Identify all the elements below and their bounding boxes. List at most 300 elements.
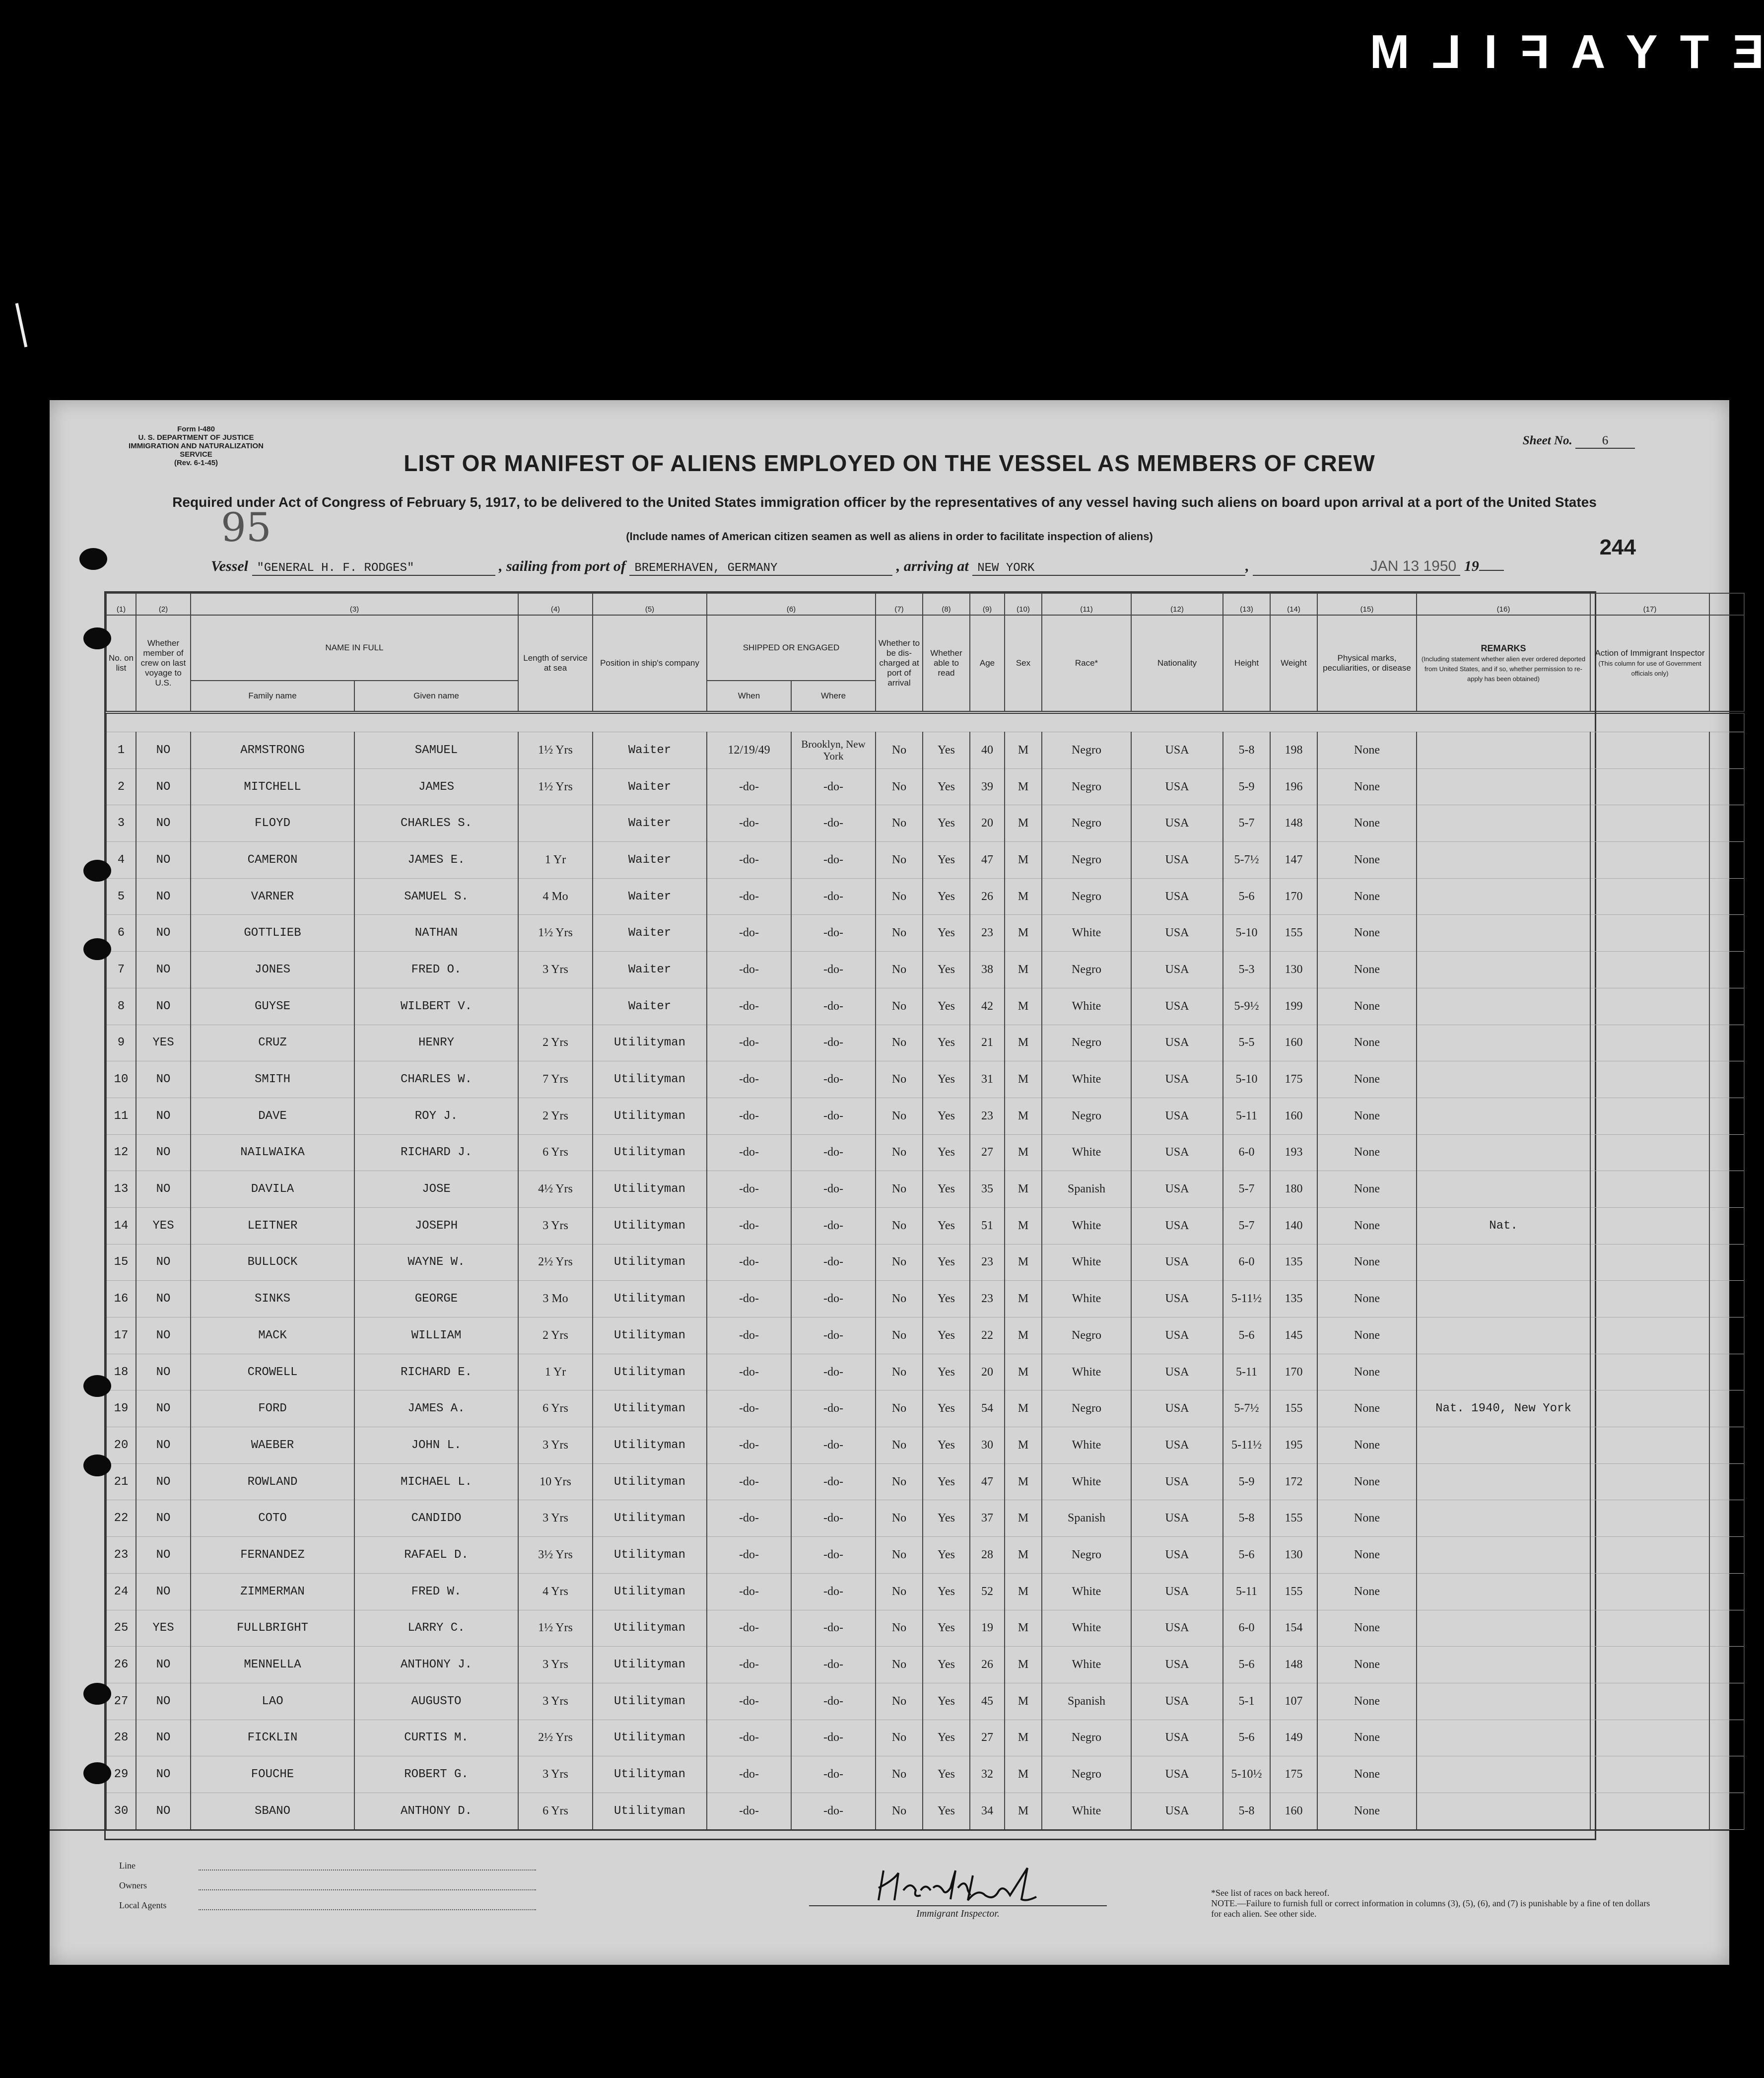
discharged-cell: No xyxy=(876,1720,923,1756)
age-cell: 35 xyxy=(970,1171,1005,1208)
nationality-cell: USA xyxy=(1131,1537,1223,1574)
family-name-cell: LAO xyxy=(191,1683,354,1720)
when-cell: -do- xyxy=(707,1207,791,1244)
where-cell: -do- xyxy=(791,878,876,915)
age-cell: 20 xyxy=(970,1354,1005,1390)
discharged-cell: No xyxy=(876,1500,923,1537)
remarks-cell xyxy=(1417,1061,1590,1098)
sex-cell: M xyxy=(1005,1134,1042,1171)
discharged-cell: No xyxy=(876,1427,923,1464)
family-name-cell: MITCHELL xyxy=(191,768,354,805)
remarks-cell xyxy=(1417,1427,1590,1464)
crew-voyage-cell: NO xyxy=(136,952,191,988)
crew-voyage-cell: YES xyxy=(136,1610,191,1647)
given-name-cell: RAFAEL D. xyxy=(354,1537,518,1574)
when-cell: -do- xyxy=(707,915,791,952)
crew-voyage-cell: YES xyxy=(136,1025,191,1061)
height-cell: 5-10½ xyxy=(1223,1756,1270,1793)
length-cell: 4½ Yrs xyxy=(518,1171,593,1208)
where-cell: -do- xyxy=(791,1610,876,1647)
punch-hole xyxy=(79,548,107,570)
position-cell: Utilityman xyxy=(593,1427,707,1464)
length-cell: 1 Yr xyxy=(518,1354,593,1390)
when-cell: -do- xyxy=(707,842,791,879)
race-cell: Negro xyxy=(1042,1317,1131,1354)
remarks-cell: Nat. 1940, New York xyxy=(1417,1390,1590,1427)
action-cell xyxy=(1590,1207,1709,1244)
read-cell: Yes xyxy=(923,1720,970,1756)
when-cell: -do- xyxy=(707,1134,791,1171)
physical-cell: None xyxy=(1317,1793,1417,1829)
table-row xyxy=(106,1354,1744,1390)
family-name-cell: CRUZ xyxy=(191,1025,354,1061)
table-row xyxy=(106,1573,1744,1610)
height-cell: 5-11½ xyxy=(1223,1281,1270,1317)
given-name-cell: JOSE xyxy=(354,1171,518,1208)
when-cell: -do- xyxy=(707,1610,791,1647)
age-cell: 23 xyxy=(970,1244,1005,1281)
page-number: 244 xyxy=(1599,535,1636,559)
length-cell: 1½ Yrs xyxy=(518,732,593,769)
family-name-cell: CAMERON xyxy=(191,842,354,879)
height-cell: 5-11 xyxy=(1223,1354,1270,1390)
given-name-cell: NATHAN xyxy=(354,915,518,952)
where-cell: -do- xyxy=(791,805,876,842)
discharged-cell: No xyxy=(876,1134,923,1171)
nationality-cell: USA xyxy=(1131,1171,1223,1208)
remarks-cell xyxy=(1417,878,1590,915)
race-cell: White xyxy=(1042,915,1131,952)
given-name-cell: JAMES E. xyxy=(354,842,518,879)
action-cell xyxy=(1590,1756,1709,1793)
physical-cell: None xyxy=(1317,768,1417,805)
weight-cell: 140 xyxy=(1270,1207,1317,1244)
crew-voyage-cell: NO xyxy=(136,768,191,805)
given-name-cell: WAYNE W. xyxy=(354,1244,518,1281)
sex-cell: M xyxy=(1005,1207,1042,1244)
table-row xyxy=(106,1207,1744,1244)
remarks-cell xyxy=(1417,842,1590,879)
nationality-cell: USA xyxy=(1131,1610,1223,1647)
given-name-cell: RICHARD J. xyxy=(354,1134,518,1171)
given-name-cell: RICHARD E. xyxy=(354,1354,518,1390)
col-nationality: Nationality xyxy=(1131,615,1223,712)
length-cell: 3½ Yrs xyxy=(518,1537,593,1574)
age-cell: 47 xyxy=(970,1463,1005,1500)
race-cell: White xyxy=(1042,1463,1131,1500)
nationality-cell: USA xyxy=(1131,1244,1223,1281)
height-cell: 5-7 xyxy=(1223,805,1270,842)
row-number: 5 xyxy=(106,878,136,915)
col-weight: Weight xyxy=(1270,615,1317,712)
discharged-cell: No xyxy=(876,1390,923,1427)
col-no: No. on list xyxy=(106,615,136,712)
crew-voyage-cell: NO xyxy=(136,1463,191,1500)
when-cell: 12/19/49 xyxy=(707,732,791,769)
age-cell: 23 xyxy=(970,1098,1005,1134)
height-cell: 5-5 xyxy=(1223,1025,1270,1061)
row-number: 30 xyxy=(106,1793,136,1829)
column-header-row xyxy=(106,615,1744,681)
given-name-cell: MICHAEL L. xyxy=(354,1463,518,1500)
physical-cell: None xyxy=(1317,915,1417,952)
family-name-cell: FERNANDEZ xyxy=(191,1537,354,1574)
race-cell: Negro xyxy=(1042,1720,1131,1756)
action-cell xyxy=(1590,1134,1709,1171)
height-cell: 5-8 xyxy=(1223,1500,1270,1537)
where-cell: -do- xyxy=(791,1207,876,1244)
age-cell: 30 xyxy=(970,1427,1005,1464)
sex-cell: M xyxy=(1005,1025,1042,1061)
row-number: 11 xyxy=(106,1098,136,1134)
discharged-cell: No xyxy=(876,1098,923,1134)
family-name-cell: MENNELLA xyxy=(191,1647,354,1683)
crew-voyage-cell: NO xyxy=(136,1756,191,1793)
sex-cell: M xyxy=(1005,988,1042,1025)
height-cell: 5-6 xyxy=(1223,1720,1270,1756)
length-cell: 7 Yrs xyxy=(518,1061,593,1098)
weight-cell: 172 xyxy=(1270,1463,1317,1500)
race-cell: Negro xyxy=(1042,1756,1131,1793)
family-name-cell: WAEBER xyxy=(191,1427,354,1464)
physical-cell: None xyxy=(1317,1171,1417,1208)
race-cell: White xyxy=(1042,1610,1131,1647)
length-cell: 6 Yrs xyxy=(518,1793,593,1829)
age-cell: 22 xyxy=(970,1317,1005,1354)
read-cell: Yes xyxy=(923,1500,970,1537)
age-cell: 19 xyxy=(970,1610,1005,1647)
row-number: 21 xyxy=(106,1463,136,1500)
length-cell: 2½ Yrs xyxy=(518,1720,593,1756)
row-number: 24 xyxy=(106,1573,136,1610)
physical-cell: None xyxy=(1317,1427,1417,1464)
race-cell: White xyxy=(1042,1207,1131,1244)
col-when: When xyxy=(707,681,791,712)
height-cell: 5-9½ xyxy=(1223,988,1270,1025)
age-cell: 45 xyxy=(970,1683,1005,1720)
height-cell: 5-6 xyxy=(1223,1537,1270,1574)
race-cell: Spanish xyxy=(1042,1683,1131,1720)
row-number: 9 xyxy=(106,1025,136,1061)
given-name-cell: JAMES xyxy=(354,768,518,805)
where-cell: -do- xyxy=(791,1720,876,1756)
physical-cell: None xyxy=(1317,1500,1417,1537)
given-name-cell: ANTHONY J. xyxy=(354,1647,518,1683)
remarks-cell xyxy=(1417,1500,1590,1537)
crew-voyage-cell: NO xyxy=(136,915,191,952)
position-cell: Utilityman xyxy=(593,1281,707,1317)
action-cell xyxy=(1590,1573,1709,1610)
discharged-cell: No xyxy=(876,1281,923,1317)
given-name-cell: WILBERT V. xyxy=(354,988,518,1025)
position-cell: Waiter xyxy=(593,988,707,1025)
read-cell: Yes xyxy=(923,1756,970,1793)
physical-cell: None xyxy=(1317,1317,1417,1354)
height-cell: 5-10 xyxy=(1223,1061,1270,1098)
position-cell: Utilityman xyxy=(593,1610,707,1647)
position-cell: Utilityman xyxy=(593,1537,707,1574)
discharged-cell: No xyxy=(876,915,923,952)
position-cell: Waiter xyxy=(593,768,707,805)
height-cell: 5-8 xyxy=(1223,1793,1270,1829)
nationality-cell: USA xyxy=(1131,1647,1223,1683)
when-cell: -do- xyxy=(707,768,791,805)
family-name-cell: ROWLAND xyxy=(191,1463,354,1500)
when-cell: -do- xyxy=(707,1025,791,1061)
date-stamp: JAN 13 1950 xyxy=(1253,558,1460,576)
weight-cell: 148 xyxy=(1270,805,1317,842)
read-cell: Yes xyxy=(923,805,970,842)
nationality-cell: USA xyxy=(1131,1756,1223,1793)
table-row xyxy=(106,732,1744,769)
sex-cell: M xyxy=(1005,1427,1042,1464)
given-name-cell: SAMUEL xyxy=(354,732,518,769)
column-number-row: (1) (2) (3) (4) (5) (6) (7) (8) (9) (10) (11) (12) (13) (14) (15) (16) (17) xyxy=(106,593,1744,615)
length-cell xyxy=(518,805,593,842)
race-cell: White xyxy=(1042,1573,1131,1610)
physical-cell: None xyxy=(1317,1390,1417,1427)
physical-cell: None xyxy=(1317,878,1417,915)
when-cell: -do- xyxy=(707,1317,791,1354)
age-cell: 37 xyxy=(970,1500,1005,1537)
crew-voyage-cell: YES xyxy=(136,1207,191,1244)
race-cell: White xyxy=(1042,1244,1131,1281)
row-number: 16 xyxy=(106,1281,136,1317)
when-cell: -do- xyxy=(707,1427,791,1464)
age-cell: 47 xyxy=(970,842,1005,879)
length-cell: 2 Yrs xyxy=(518,1025,593,1061)
discharged-cell: No xyxy=(876,1683,923,1720)
length-cell xyxy=(518,988,593,1025)
crew-voyage-cell: NO xyxy=(136,1573,191,1610)
table-row xyxy=(106,1756,1744,1793)
weight-cell: 149 xyxy=(1270,1720,1317,1756)
vessel-line: Vessel "GENERAL H. F. RODGES" , sailing from port of BREMERHAVEN, GERMANY , arriving at NEW YORK , JAN 13 1950 19 xyxy=(211,558,1640,576)
family-name-cell: DAVE xyxy=(191,1098,354,1134)
where-cell: -do- xyxy=(791,1793,876,1829)
manifest-sheet xyxy=(50,400,1729,1965)
position-cell: Utilityman xyxy=(593,1317,707,1354)
age-cell: 21 xyxy=(970,1025,1005,1061)
form-identifier: Form I-480 U. S. DEPARTMENT OF JUSTICE IMMIGRATION AND NATURALIZATION SERVICE (Rev. 6-1-45) xyxy=(129,425,264,467)
crew-voyage-cell: NO xyxy=(136,1354,191,1390)
height-cell: 5-11 xyxy=(1223,1098,1270,1134)
nationality-cell: USA xyxy=(1131,1317,1223,1354)
punch-hole xyxy=(83,1762,111,1784)
action-cell xyxy=(1590,1025,1709,1061)
sex-cell: M xyxy=(1005,1061,1042,1098)
col-read: Whether able to read xyxy=(923,615,970,712)
table-row xyxy=(106,878,1744,915)
table-row xyxy=(106,1537,1744,1574)
where-cell: -do- xyxy=(791,1317,876,1354)
table-row xyxy=(106,1061,1744,1098)
when-cell: -do- xyxy=(707,1171,791,1208)
read-cell: Yes xyxy=(923,1610,970,1647)
where-cell: -do- xyxy=(791,1647,876,1683)
table-row xyxy=(106,1683,1744,1720)
height-cell: 5-7½ xyxy=(1223,1390,1270,1427)
weight-cell: 135 xyxy=(1270,1244,1317,1281)
action-cell xyxy=(1590,732,1709,769)
weight-cell: 175 xyxy=(1270,1756,1317,1793)
where-cell: -do- xyxy=(791,1500,876,1537)
action-cell xyxy=(1590,1683,1709,1720)
action-cell xyxy=(1590,878,1709,915)
read-cell: Yes xyxy=(923,1098,970,1134)
col-action: Action of Immigrant Inspector (This column for use of Government officials only) xyxy=(1590,615,1709,712)
length-cell: 1½ Yrs xyxy=(518,1610,593,1647)
col-discharged: Whether to be dis-charged at port of arrival xyxy=(876,615,923,712)
discharged-cell: No xyxy=(876,732,923,769)
weight-cell: 155 xyxy=(1270,1500,1317,1537)
given-name-cell: ANTHONY D. xyxy=(354,1793,518,1829)
when-cell: -do- xyxy=(707,878,791,915)
action-cell xyxy=(1590,1281,1709,1317)
read-cell: Yes xyxy=(923,1537,970,1574)
table-row xyxy=(106,1098,1744,1134)
physical-cell: None xyxy=(1317,1573,1417,1610)
physical-cell: None xyxy=(1317,1647,1417,1683)
race-cell: White xyxy=(1042,1647,1131,1683)
family-name-cell: FULLBRIGHT xyxy=(191,1610,354,1647)
length-cell: 6 Yrs xyxy=(518,1134,593,1171)
weight-cell: 175 xyxy=(1270,1061,1317,1098)
remarks-cell xyxy=(1417,1281,1590,1317)
col-position: Position in ship's company xyxy=(593,615,707,712)
col-given-name: Given name xyxy=(354,681,518,712)
weight-cell: 196 xyxy=(1270,768,1317,805)
weight-cell: 155 xyxy=(1270,915,1317,952)
where-cell: -do- xyxy=(791,1025,876,1061)
action-cell xyxy=(1590,1244,1709,1281)
row-number: 14 xyxy=(106,1207,136,1244)
action-cell xyxy=(1590,1317,1709,1354)
physical-cell: None xyxy=(1317,1025,1417,1061)
sheet-number: Sheet No. 6 xyxy=(1523,434,1635,449)
age-cell: 42 xyxy=(970,988,1005,1025)
crew-voyage-cell: NO xyxy=(136,842,191,879)
row-number: 8 xyxy=(106,988,136,1025)
read-cell: Yes xyxy=(923,768,970,805)
table-row xyxy=(106,1134,1744,1171)
physical-cell: None xyxy=(1317,1061,1417,1098)
remarks-cell xyxy=(1417,1244,1590,1281)
position-cell: Utilityman xyxy=(593,1061,707,1098)
height-cell: 5-7½ xyxy=(1223,842,1270,879)
nationality-cell: USA xyxy=(1131,1720,1223,1756)
crew-voyage-cell: NO xyxy=(136,1720,191,1756)
family-name-cell: DAVILA xyxy=(191,1171,354,1208)
physical-cell: None xyxy=(1317,988,1417,1025)
when-cell: -do- xyxy=(707,1756,791,1793)
given-name-cell: JOHN L. xyxy=(354,1427,518,1464)
action-cell xyxy=(1590,1610,1709,1647)
footer: Line Owners Local Agents Immigrant Inspector. *See list of races on back hereof. NOTE.—Failure to furnish full or correct information in columns (3), (5), (6), and (7) is punishable by a fine of ten dollars for each alien. See other side. xyxy=(50,1829,1729,1965)
remarks-cell xyxy=(1417,1171,1590,1208)
family-name-cell: JONES xyxy=(191,952,354,988)
position-cell: Utilityman xyxy=(593,1390,707,1427)
family-name-cell: CROWELL xyxy=(191,1354,354,1390)
remarks-cell xyxy=(1417,1793,1590,1829)
where-cell: -do- xyxy=(791,952,876,988)
weight-cell: 160 xyxy=(1270,1098,1317,1134)
sailing-port: BREMERHAVEN, GERMANY xyxy=(629,561,892,576)
remarks-cell xyxy=(1417,1610,1590,1647)
length-cell: 3 Yrs xyxy=(518,952,593,988)
where-cell: -do- xyxy=(791,1463,876,1500)
remarks-cell xyxy=(1417,1720,1590,1756)
sex-cell: M xyxy=(1005,952,1042,988)
crew-voyage-cell: NO xyxy=(136,1683,191,1720)
age-cell: 52 xyxy=(970,1573,1005,1610)
when-cell: -do- xyxy=(707,1647,791,1683)
remarks-cell xyxy=(1417,732,1590,769)
when-cell: -do- xyxy=(707,1390,791,1427)
family-name-cell: ARMSTRONG xyxy=(191,732,354,769)
footer-note: *See list of races on back hereof. NOTE.—Failure to furnish full or correct information in columns (3), (5), (6), and (7) is punishable by a fine of ten dollars for each alien. See other side. xyxy=(1211,1888,1650,1919)
given-name-cell: ROY J. xyxy=(354,1098,518,1134)
family-name-cell: VARNER xyxy=(191,878,354,915)
read-cell: Yes xyxy=(923,952,970,988)
weight-cell: 155 xyxy=(1270,1573,1317,1610)
physical-cell: None xyxy=(1317,1537,1417,1574)
action-cell xyxy=(1590,1061,1709,1098)
nationality-cell: USA xyxy=(1131,1390,1223,1427)
col-shipped: SHIPPED OR ENGAGED xyxy=(707,615,876,681)
row-number: 20 xyxy=(106,1427,136,1464)
nationality-cell: USA xyxy=(1131,1354,1223,1390)
when-cell: -do- xyxy=(707,1354,791,1390)
weight-cell: 160 xyxy=(1270,1025,1317,1061)
read-cell: Yes xyxy=(923,1281,970,1317)
discharged-cell: No xyxy=(876,1317,923,1354)
sex-cell: M xyxy=(1005,768,1042,805)
physical-cell: None xyxy=(1317,952,1417,988)
table-row xyxy=(106,1317,1744,1354)
length-cell: 3 Yrs xyxy=(518,1756,593,1793)
crew-voyage-cell: NO xyxy=(136,1500,191,1537)
sex-cell: M xyxy=(1005,1390,1042,1427)
physical-cell: None xyxy=(1317,1244,1417,1281)
sex-cell: M xyxy=(1005,1098,1042,1134)
read-cell: Yes xyxy=(923,988,970,1025)
where-cell: Brooklyn, New York xyxy=(791,732,876,769)
sex-cell: M xyxy=(1005,1500,1042,1537)
nationality-cell: USA xyxy=(1131,1061,1223,1098)
read-cell: Yes xyxy=(923,1647,970,1683)
col-age: Age xyxy=(970,615,1005,712)
nationality-cell: USA xyxy=(1131,1573,1223,1610)
position-cell: Utilityman xyxy=(593,1720,707,1756)
when-cell: -do- xyxy=(707,1098,791,1134)
weight-cell: 147 xyxy=(1270,842,1317,879)
position-cell: Waiter xyxy=(593,952,707,988)
sex-cell: M xyxy=(1005,1647,1042,1683)
discharged-cell: No xyxy=(876,1537,923,1574)
crew-voyage-cell: NO xyxy=(136,1098,191,1134)
when-cell: -do- xyxy=(707,1463,791,1500)
race-cell: Negro xyxy=(1042,732,1131,769)
crew-voyage-cell: NO xyxy=(136,1390,191,1427)
weight-cell: 107 xyxy=(1270,1683,1317,1720)
race-cell: Negro xyxy=(1042,952,1131,988)
row-number: 13 xyxy=(106,1171,136,1208)
where-cell: -do- xyxy=(791,1098,876,1134)
weight-cell: 193 xyxy=(1270,1134,1317,1171)
remarks-cell xyxy=(1417,1573,1590,1610)
action-cell xyxy=(1590,1427,1709,1464)
